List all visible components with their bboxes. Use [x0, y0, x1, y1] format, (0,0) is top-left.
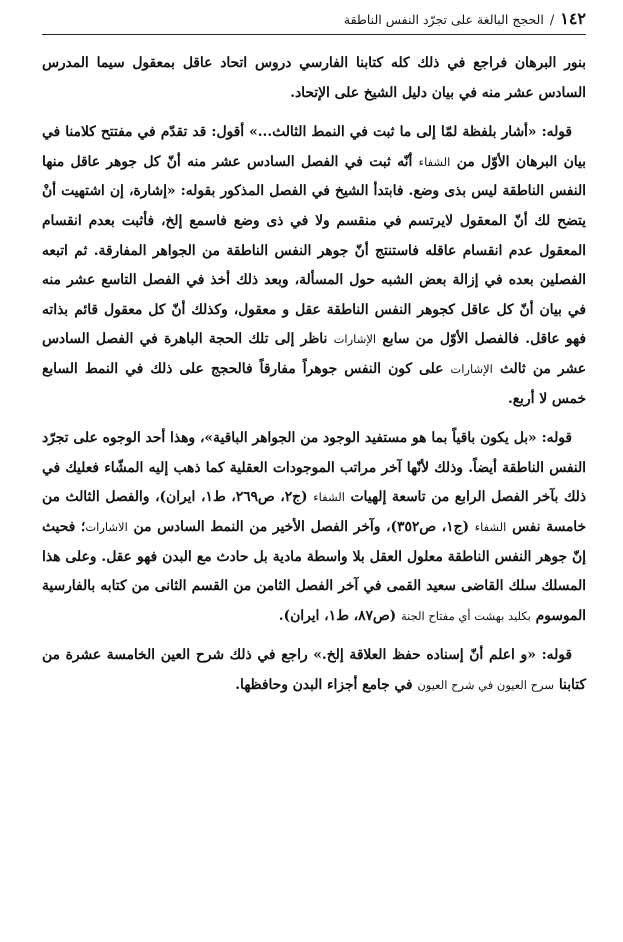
text-run: على كون النفس جوهراً مفارقاً فالحجج على ذلك في النمط السابع خمس لا أربع.: [42, 360, 586, 407]
text-run: ؛ فحيث إنّ جوهر النفس الناطقة معلول العقل بلا واسطة مادية بل حادث مع البدن فهو عقل. وعلى هذا المسلك سلك القاضى سعيد القمى في آخر الفصل الثامن من القسم الثانى من كتابه بالفارسية الموسوم: [42, 518, 586, 624]
text-run: بنور البرهان فراجع في ذلك كله كتابنا الفارسي دروس اتحاد عاقل بمعقول سيما المدرس السادس عشر منه في بيان دليل الشيخ على الإتحاد.: [42, 55, 586, 101]
page-number: ١٤٢: [560, 9, 586, 28]
header-separator: /: [549, 13, 555, 28]
page-header: [42, 8, 586, 30]
cited-title: الشفاء: [313, 490, 345, 505]
paragraph-2: [42, 118, 586, 414]
text-run: أنّه ثبت في الفصل السادس عشر منه أنّ كل جوهر عاقل منها النفس الناطقة ليس بذى وضع. فابتدأ الشيخ في الفصل المذكور بقوله: «إشارة، إن اشتهيت أنْ يتضح لك أنّ المعقول لايرتسم في منقسم ولا في ذى وضع فاسمع إلخ، فأثبت بعدم انقسام المعقول عدم انقسام عاقله فاستنتج أنّ جوهر النفس الناطقة من الجواهر المفارقة. ثم اتبعه الفصلين بعده في إزالة بعض الشبه حول المسألة، وبعد ذلك أخذ في الفصل التاسع عشر منه في بيان أنّ كل عاقل كجوهر النفس الناطقة عقل و معقول، وكذلك أنّ كل معقول قائم بذاته فهو عاقل. فالفصل الأوّل من سابع: [42, 153, 586, 348]
text-run: قوله: «بل يكون باقياً بما هو مستفيد الوجود من الجواهر الباقية»، وهذا أحد الوجوه على تجرّد النفس الناطقة أيضاً. وذلك لأنّها آخر مراتب الموجودات العقلية كما ذهب إليه المشّاء فعليك في ذلك بآخر الفصل الرابع من تاسعة إلهيات: [42, 430, 586, 506]
cited-title: الشفاء: [474, 519, 507, 534]
text-run: (ص٨٧، ط١، ايران).: [278, 607, 401, 624]
cited-title: الإشارات: [333, 332, 377, 347]
cited-title: الشفاء: [418, 154, 451, 169]
running-title: الحجج البالغة على تجرّد النفس الناطقة: [343, 12, 544, 27]
text-run: ناظر إلى تلك الحجة الباهرة في الفصل السادس عشر من ثالث: [42, 331, 586, 377]
text-run: قوله: «و اعلم أنّ إسناده حفظ العلاقة إلخ.» راجع في ذلك شرح العين الخامسة عشرة من كتابنا: [42, 647, 586, 693]
body-text: [42, 49, 586, 700]
text-run: (ج٢، ص٢٦٩، ط١، ايران)، والفصل الثالث من خامسة نفس: [42, 489, 587, 535]
cited-title: الإشارات: [450, 361, 493, 376]
paragraph-3: [42, 424, 586, 631]
cited-title: سرح العيون في شرح العيون: [417, 677, 555, 692]
cited-title: الاشارات: [85, 519, 128, 534]
header-rule: [42, 34, 586, 35]
paragraph-1: [42, 49, 586, 108]
text-run: قوله: «أشار بلفظة لمّا إلى ما ثبت في النمط الثالث...» أقول: قد تقدّم في مفتتح كلامنا في بيان البرهان الأوّل من: [42, 124, 586, 170]
text-run: (ج١، ص٣٥٢)، وآخر الفصل الأخير من النمط السادس من: [127, 518, 475, 535]
text-run: في جامع أجزاء البدن وحافظها.: [235, 676, 418, 693]
paragraph-4: [42, 641, 586, 700]
cited-title: بكليد بهشت أي مفتاح الجنة: [400, 608, 531, 623]
